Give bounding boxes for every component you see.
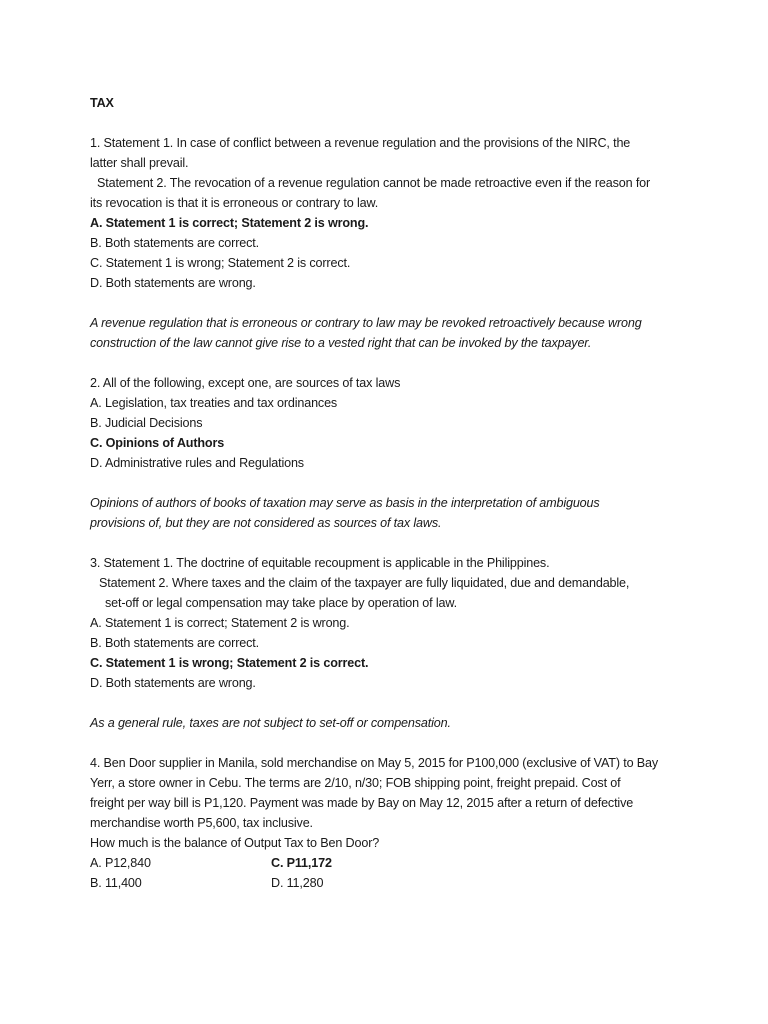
spacer [90,693,690,713]
question-1-choice-a: A. Statement 1 is correct; Statement 2 is wrong. [90,216,369,230]
question-2-explanation-2: provisions of, but they are not considered as sources of tax laws. [90,516,442,530]
question-4-choice-a: A. P12,840 [90,856,151,870]
spacer [90,473,690,493]
question-1 [90,133,690,353]
question-1-explanation-1: A revenue regulation that is erroneous or contrary to law may be revoked retroactively because wrong [90,316,642,330]
question-3-choice-c: C. Statement 1 is wrong; Statement 2 is correct. [90,656,369,670]
question-4-choice-b: B. 11,400 [90,876,142,890]
question-3-explanation-1: As a general rule, taxes are not subject to set-off or compensation. [90,716,451,730]
spacer [90,733,690,753]
question-4-choice-c: C. P11,172 [271,856,332,870]
question-3-choice-b: B. Both statements are correct. [90,636,259,650]
question-3-choice-d: D. Both statements are wrong. [90,676,256,690]
question-2-line-1: 2. All of the following, except one, are sources of tax laws [90,376,401,390]
question-4 [90,753,690,893]
document-title: TAX [90,96,114,110]
question-2-choice-c: C. Opinions of Authors [90,436,225,450]
question-4-line-2: Yerr, a store owner in Cebu. The terms are 2/10, n/30; FOB shipping point, freight prepaid. Cost of [90,776,621,790]
question-3-line-1: 3. Statement 1. The doctrine of equitable recoupment is applicable in the Philippines. [90,556,550,570]
question-3-choice-a: A. Statement 1 is correct; Statement 2 is wrong. [90,616,350,630]
question-1-choice-d: D. Both statements are wrong. [90,276,256,290]
question-3-line-3: set-off or legal compensation may take place by operation of law. [105,596,457,610]
question-3-line-2: Statement 2. Where taxes and the claim of the taxpayer are fully liquidated, due and demandable, [99,576,630,590]
question-1-line-1: 1. Statement 1. In case of conflict between a revenue regulation and the provisions of the NIRC, the [90,136,631,150]
question-1-choice-c: C. Statement 1 is wrong; Statement 2 is correct. [90,256,351,270]
question-1-line-2: latter shall prevail. [90,156,189,170]
question-1-line-4: its revocation is that it is erroneous or contrary to law. [90,196,379,210]
spacer [90,533,690,553]
question-2-choice-a: A. Legislation, tax treaties and tax ordinances [90,396,338,410]
question-2-explanation-1: Opinions of authors of books of taxation may serve as basis in the interpretation of ambiguous [90,496,600,510]
question-4-line-5: How much is the balance of Output Tax to Ben Door? [90,836,380,850]
spacer [90,293,690,313]
question-3 [90,553,690,733]
question-4-choices-row-2 [90,873,690,893]
question-1-line-3: Statement 2. The revocation of a revenue regulation cannot be made retroactive even if the reason for [97,176,651,190]
question-4-line-4: merchandise worth P5,600, tax inclusive. [90,816,313,830]
question-4-choice-d: D. 11,280 [271,876,324,890]
question-4-line-1: 4. Ben Door supplier in Manila, sold merchandise on May 5, 2015 for P100,000 (exclusive of VAT) to Bay [90,756,659,770]
question-1-explanation-2: construction of the law cannot give rise to a vested right that can be invoked by the taxpayer. [90,336,592,350]
question-4-line-3: freight per way bill is P1,120. Payment was made by Bay on May 12, 2015 after a return of defective [90,796,634,810]
spacer [90,113,690,133]
spacer [90,353,690,373]
question-4-choices-row-1 [90,853,690,873]
question-2-choice-b: B. Judicial Decisions [90,416,203,430]
question-1-choice-b: B. Both statements are correct. [90,236,259,250]
document-page [90,93,690,893]
question-2-choice-d: D. Administrative rules and Regulations [90,456,304,470]
question-2 [90,373,690,533]
